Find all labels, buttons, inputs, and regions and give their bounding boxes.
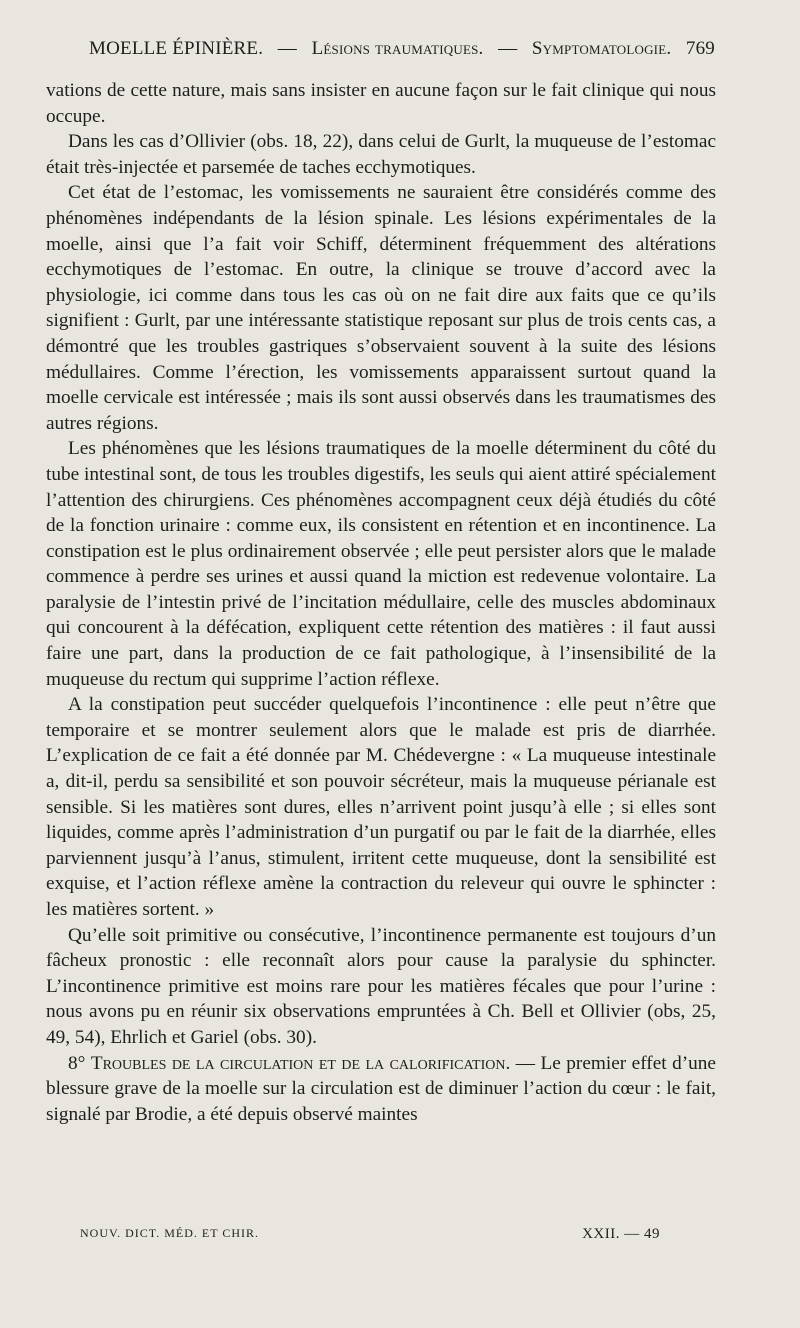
paragraph-1: vations de cette nature, mais sans insister en aucune façon sur le fait clinique qui nous occupe. bbox=[46, 80, 716, 127]
page-footer bbox=[80, 1226, 700, 1243]
section-title: Troubles de la circulation et de la calorification. bbox=[90, 1052, 511, 1074]
paragraph-3: Cet état de l’estomac, les vomissements ne sauraient être considérés comme des phénomènes indépendants de la lésion spinale. Les lésions expérimentales de la moelle, ainsi que l’a fait voir Schiff, déterminent fréquemment des altérations ecchymotiques de l’estomac. En outre, la clinique se trouve d’accord avec la physiologie, ici comme dans tous les cas où on ne fait dire aux faits que ce qu’ils signifient : Gurlt, par une intéressante statistique reposant sur plus de trois cents cas, a démontré que les troubles gastriques s’observaient souvent à la suite des lésions médullaires. Comme l’érection, les vomissements apparaissent surtout quand la moelle cervicale est intéressée ; mais ils sont aussi observés dans les traumatismes des autres régions. bbox=[46, 182, 716, 434]
paragraph-4: Les phénomènes que les lésions traumatiques de la moelle déterminent du côté du tube intestinal sont, de tous les troubles digestifs, les seuls qui aient attiré spécialement l’attention des chirurgiens. Ces phénomènes accompagnent ceux déjà étudiés du côté de la fonction urinaire : comme eux, ils consistent en rétention et en incontinence. La constipation est le plus ordinairement observée ; elle peut persister alors que le malade commence à perdre ses urines et aussi quand la miction est redevenue volontaire. La paralysie de l’intestin privé de l’incitation médullaire, celle des muscles abdominaux qui concourent à la défécation, expliquent cette rétention des matières : il faut aussi faire une part, dans la production de ce fait pathologique, à l’insensibilité de la muqueuse du rectum qui supprime l’action réflexe. bbox=[46, 438, 716, 690]
paragraph-5: A la constipation peut succéder quelquefois l’incontinence : elle peut n’être que temporaire et se montrer seulement alors que le malade est pris de diarrhée. L’explication de ce fait a été donnée par M. Chédevergne : « La muqueuse intestinale a, dit-il, perdu sa sensibilité et son pouvoir sécréteur, mais la muqueuse périanale est sensible. Si les matières sont dures, elles n’arrivent point jusqu’à elle ; si elles sont liquides, comme après l’administration d’un purgatif ou par le fait de la diarrhée, elles parviennent jusqu’à l’anus, stimulent, irritent cette muqueuse, dont la sensibilité est exquise, et l’action réflexe amène la contraction du releveur qui ouvre le sphincter : les matières sortent. » bbox=[46, 694, 716, 920]
page-number: 769 bbox=[685, 38, 715, 59]
paragraph-2: Dans les cas d’Ollivier (obs. 18, 22), dans celui de Gurlt, la muqueuse de l’estomac était très-injectée et parsemée de taches ecchymotiques. bbox=[46, 131, 716, 178]
footer-publication: NOUV. DICT. MÉD. ET CHIR. bbox=[80, 1226, 260, 1240]
body-text bbox=[46, 78, 716, 1127]
header-separator-1: — bbox=[277, 38, 297, 59]
section-text: — Le premier effet d’une blessure grave de la moelle sur la circulation est de diminuer l’action du cœur : le fait, signalé par Brodie, a été depuis observé maintes bbox=[46, 1052, 716, 1125]
header-right: Symptomatologie. bbox=[531, 38, 672, 59]
section-number: 8° bbox=[68, 1052, 86, 1074]
header-title: MOELLE ÉPINIÈRE. bbox=[89, 38, 264, 59]
header-separator-2: — bbox=[498, 38, 518, 59]
section-paragraph bbox=[46, 1051, 716, 1128]
footer-signature: XXII. — 49 bbox=[582, 1226, 660, 1242]
paragraph-6: Qu’elle soit primitive ou consécutive, l’incontinence permanente est toujours d’un fâcheux pronostic : elle reconnaît alors pour cause la paralysie du sphincter. L’incontinence primitive est moins rare pour les matières fécales que pour l’urine : nous avons pu en réunir six observations empruntées à Ch. Bell et Ollivier (obs, 25, 49, 54), Ehrlich et Gariel (obs. 30). bbox=[46, 924, 716, 1048]
header-middle: Lésions traumatiques. bbox=[311, 38, 484, 59]
running-header bbox=[89, 38, 715, 60]
